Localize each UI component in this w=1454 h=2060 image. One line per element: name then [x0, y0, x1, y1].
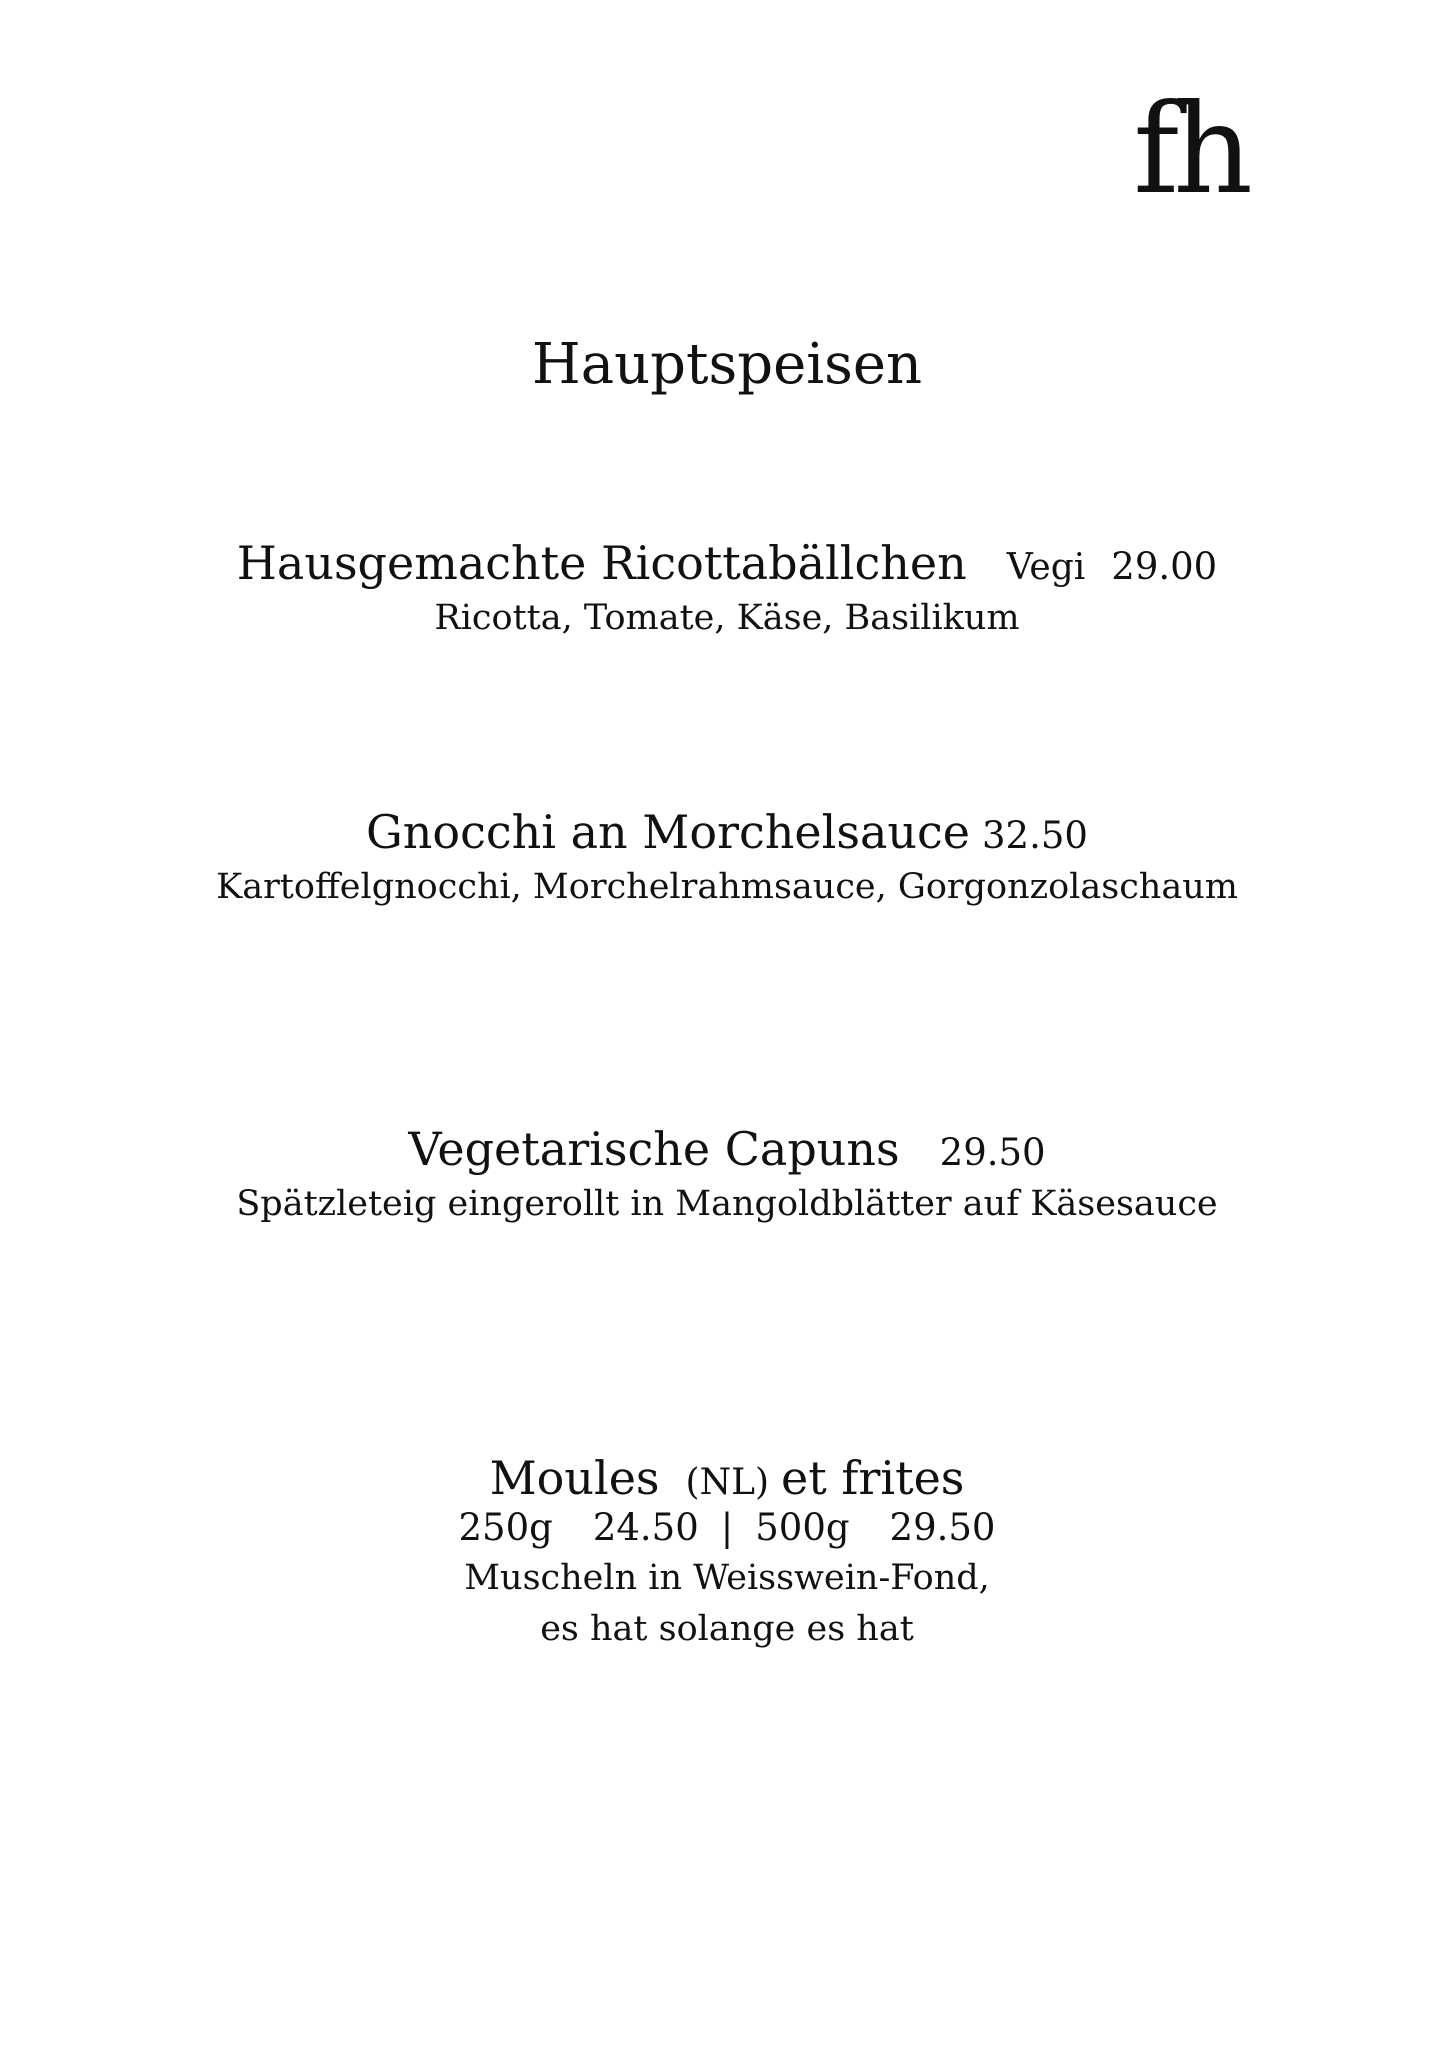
size-large: 500g [755, 1506, 850, 1550]
dish-capuns [0, 1122, 1454, 1228]
dish-name-part2: et frites [781, 1451, 965, 1505]
size-separator: | [720, 1506, 734, 1550]
dish-description: Kartoffelgnocchi, Morchelrahmsauce, Gorgonzolaschaum [216, 867, 1238, 908]
dish-gnocchi [0, 805, 1454, 911]
dish-heading [0, 1451, 1454, 1506]
dish-name: Vegetarische Capuns [408, 1122, 900, 1176]
page-title: Hauptspeisen [531, 331, 923, 397]
price-large: 29.50 [889, 1506, 996, 1550]
dish-heading [0, 536, 1454, 591]
dish-heading [0, 1122, 1454, 1177]
dish-ricottaballchen [0, 536, 1454, 642]
dish-name: Hausgemachte Ricottabällchen [236, 536, 967, 590]
dish-moules [0, 1451, 1454, 1653]
price-small: 24.50 [592, 1506, 699, 1550]
dish-tag: Vegi [1006, 547, 1086, 588]
size-small: 250g [458, 1506, 553, 1550]
dish-description: Spätzleteig eingerollt in Mangoldblätter auf Käsesauce [236, 1184, 1218, 1225]
dish-description: Ricotta, Tomate, Käse, Basilikum [434, 598, 1020, 639]
dish-description-line1: Muscheln in Weisswein-Fond, [464, 1557, 990, 1598]
dish-description-line2: es hat solange es hat [540, 1608, 914, 1649]
dish-price: 29.50 [939, 1131, 1046, 1174]
dish-origin: (NL) [685, 1462, 770, 1503]
dish-heading [0, 805, 1454, 860]
dish-name-part1: Moules [489, 1451, 660, 1505]
restaurant-logo: fh [1133, 78, 1247, 222]
dish-name: Gnocchi an Morchelsauce [366, 805, 971, 859]
dish-price: 29.00 [1111, 545, 1218, 588]
dish-sizes [0, 1506, 1454, 1550]
dish-price: 32.50 [982, 814, 1088, 857]
